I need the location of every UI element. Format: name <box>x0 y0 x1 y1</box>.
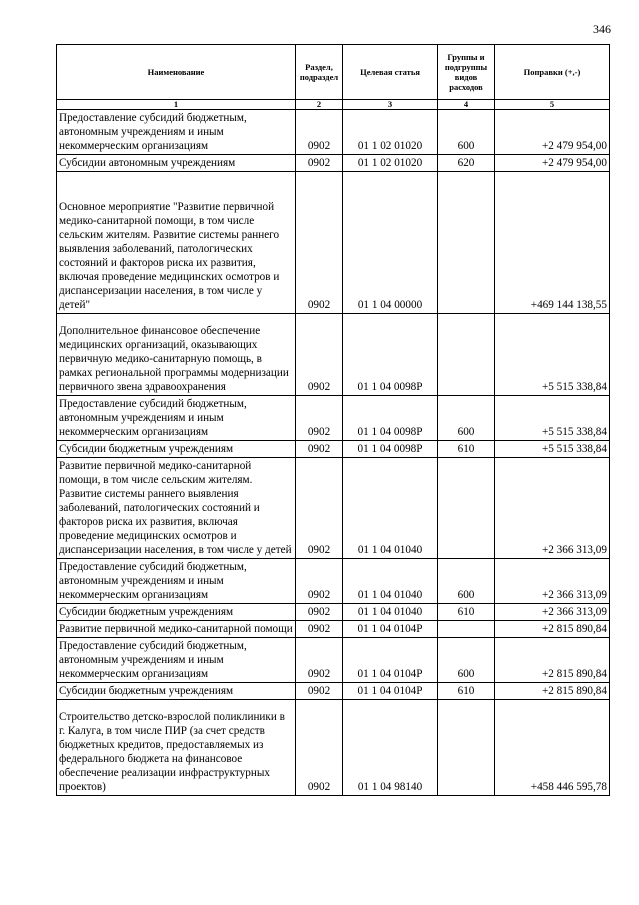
row-amount: +2 479 954,00 <box>495 155 610 172</box>
row-name: Дополнительное финансовое обеспечение медицинских организаций, оказывающих первичную медико-санитарную помощь, в рамках региональной программы модернизации первичного звена здравоохранения <box>57 314 296 396</box>
row-section: 0902 <box>296 559 343 604</box>
row-target-article: 01 1 04 01040 <box>343 604 438 621</box>
row-section: 0902 <box>296 110 343 155</box>
row-name: Предоставление субсидий бюджетным, автономным учреждениям и иным некоммерческим организациям <box>57 110 296 155</box>
row-target-article: 01 1 04 0104P <box>343 683 438 700</box>
row-section: 0902 <box>296 700 343 796</box>
table-body <box>57 110 610 796</box>
table-row <box>57 396 610 441</box>
page-number: 346 <box>593 22 611 36</box>
row-section: 0902 <box>296 396 343 441</box>
row-expense-group <box>438 700 495 796</box>
row-name: Развитие первичной медико-санитарной помощи <box>57 621 296 638</box>
budget-amendments-table <box>56 44 610 796</box>
row-name: Предоставление субсидий бюджетным, автономным учреждениям и иным некоммерческим организациям <box>57 638 296 683</box>
row-section: 0902 <box>296 638 343 683</box>
row-expense-group <box>438 314 495 396</box>
row-target-article: 01 1 04 0098P <box>343 441 438 458</box>
row-expense-group: 600 <box>438 559 495 604</box>
row-target-article: 01 1 04 0104P <box>343 621 438 638</box>
row-amount: +2 815 890,84 <box>495 683 610 700</box>
row-section: 0902 <box>296 172 343 314</box>
row-section: 0902 <box>296 683 343 700</box>
row-target-article: 01 1 02 01020 <box>343 110 438 155</box>
table-row <box>57 441 610 458</box>
row-amount: +2 815 890,84 <box>495 621 610 638</box>
header-section: Раздел, подраздел <box>296 45 343 100</box>
row-amount: +5 515 338,84 <box>495 396 610 441</box>
row-target-article: 01 1 04 01040 <box>343 458 438 559</box>
row-target-article: 01 1 04 0098P <box>343 314 438 396</box>
row-section: 0902 <box>296 155 343 172</box>
column-number: 1 <box>57 100 296 110</box>
row-expense-group: 600 <box>438 110 495 155</box>
table-row <box>57 458 610 559</box>
row-name: Предоставление субсидий бюджетным, автономным учреждениям и иным некоммерческим организациям <box>57 396 296 441</box>
row-name: Субсидии автономным учреждениям <box>57 155 296 172</box>
row-name: Субсидии бюджетным учреждениям <box>57 441 296 458</box>
row-section: 0902 <box>296 314 343 396</box>
row-amount: +5 515 338,84 <box>495 441 610 458</box>
column-number: 2 <box>296 100 343 110</box>
row-expense-group: 600 <box>438 638 495 683</box>
table-row <box>57 638 610 683</box>
table-row <box>57 314 610 396</box>
row-target-article: 01 1 04 98140 <box>343 700 438 796</box>
row-amount: +2 815 890,84 <box>495 638 610 683</box>
row-name: Субсидии бюджетным учреждениям <box>57 683 296 700</box>
row-target-article: 01 1 04 0104P <box>343 638 438 683</box>
table-header-row <box>57 45 610 100</box>
row-name: Основное мероприятие "Развитие первичной медико-санитарной помощи, в том числе сельским жителям. Развитие системы раннего выявления заболеваний, патологических состояний и факторов риска их развития, включая проведение медицинских осмотров и диспансеризации населения, в том числе у детей" <box>57 172 296 314</box>
table-row <box>57 110 610 155</box>
row-expense-group <box>438 172 495 314</box>
row-amount: +2 479 954,00 <box>495 110 610 155</box>
header-target-article: Целевая статья <box>343 45 438 100</box>
row-target-article: 01 1 02 01020 <box>343 155 438 172</box>
row-expense-group: 610 <box>438 604 495 621</box>
row-amount: +2 366 313,09 <box>495 559 610 604</box>
row-name: Субсидии бюджетным учреждениям <box>57 604 296 621</box>
table-row <box>57 559 610 604</box>
row-expense-group <box>438 458 495 559</box>
column-number: 5 <box>495 100 610 110</box>
row-target-article: 01 1 04 01040 <box>343 559 438 604</box>
row-expense-group: 610 <box>438 683 495 700</box>
table-row <box>57 172 610 314</box>
row-expense-group: 610 <box>438 441 495 458</box>
row-amount: +2 366 313,09 <box>495 458 610 559</box>
row-section: 0902 <box>296 441 343 458</box>
row-section: 0902 <box>296 458 343 559</box>
row-section: 0902 <box>296 604 343 621</box>
row-name: Развитие первичной медико-санитарной помощи, в том числе сельским жителям. Развитие системы раннего выявления заболеваний, патологических состояний и факторов риска их развития, включая проведение медицинских осмотров и диспансеризации населения, в том числе у детей <box>57 458 296 559</box>
row-expense-group: 620 <box>438 155 495 172</box>
row-amount: +2 366 313,09 <box>495 604 610 621</box>
table-row <box>57 604 610 621</box>
row-amount: +469 144 138,55 <box>495 172 610 314</box>
table-row <box>57 155 610 172</box>
header-expense-groups: Группы и подгруппы видов расходов <box>438 45 495 100</box>
row-name: Строительство детско-взрослой поликлиники в г. Калуга, в том числе ПИР (за счет средств бюджетных кредитов, предоставляемых из федерального бюджета на финансовое обеспечение реализации инфраструктурных проектов) <box>57 700 296 796</box>
row-expense-group: 600 <box>438 396 495 441</box>
header-name: Наименование <box>57 45 296 100</box>
table-row <box>57 700 610 796</box>
row-target-article: 01 1 04 0098P <box>343 396 438 441</box>
header-amendments: Поправки (+,-) <box>495 45 610 100</box>
row-section: 0902 <box>296 621 343 638</box>
column-number-row <box>57 100 610 110</box>
column-number: 4 <box>438 100 495 110</box>
row-name: Предоставление субсидий бюджетным, автономным учреждениям и иным некоммерческим организациям <box>57 559 296 604</box>
row-amount: +5 515 338,84 <box>495 314 610 396</box>
table-row <box>57 683 610 700</box>
row-amount: +458 446 595,78 <box>495 700 610 796</box>
table-row <box>57 621 610 638</box>
column-number: 3 <box>343 100 438 110</box>
row-target-article: 01 1 04 00000 <box>343 172 438 314</box>
row-expense-group <box>438 621 495 638</box>
